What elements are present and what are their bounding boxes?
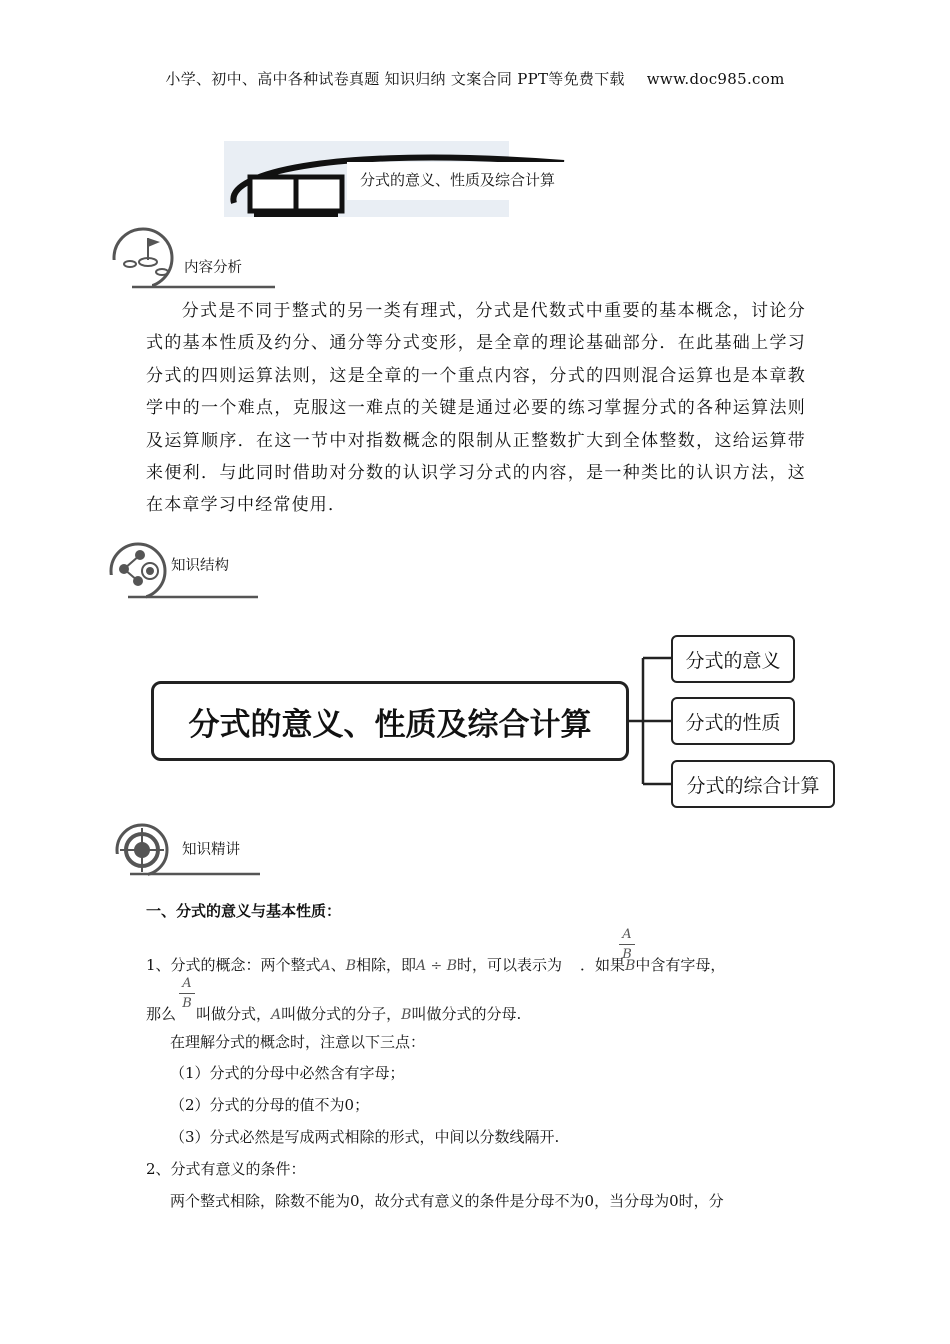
mindmap-child-property: 分式的性质	[671, 697, 795, 745]
condition-text: 两个整式相除，除数不能为0，故分式有意义的条件是分母不为0，当分母为0时，分	[170, 1192, 724, 1210]
point-1: （1）分式的分母中必然含有字母；	[170, 1064, 405, 1082]
fraction2-denominator: B	[182, 996, 192, 1011]
line2-text-b: 叫做分式，	[196, 1005, 272, 1023]
var-a: A	[320, 958, 331, 974]
section-label-analysis: 内容分析	[184, 260, 242, 276]
fraction-a-over-b	[619, 927, 635, 962]
fraction-a-over-b-2	[179, 976, 195, 1011]
concept-text-b: 相除，即	[355, 956, 416, 974]
point-2: （2）分式的分母的值不为0；	[170, 1096, 370, 1114]
mindmap-child-meaning: 分式的意义	[671, 635, 795, 683]
header-url[interactable]: www.doc985.com	[646, 70, 785, 88]
concept-text-c: 时，可以表示为	[457, 956, 563, 974]
line2-text-a: 那么	[146, 1005, 177, 1023]
concept-text-a: 1、分式的概念：两个整式	[146, 956, 321, 974]
concept-line-1	[146, 954, 725, 975]
mindmap-root: 分式的意义、性质及综合计算	[151, 681, 629, 761]
page-header	[0, 68, 950, 89]
line2-text-c: 叫做分式的分子，	[281, 1005, 402, 1023]
separator: 、	[330, 956, 346, 974]
var-b: B	[345, 958, 356, 974]
lecture-heading: 一、分式的意义与基本性质：	[146, 902, 342, 920]
analysis-text: 分式是不同于整式的另一类有理式，分式是代数式中重要的基本概念，讨论分式的基本性质及约分、通分等分式变形，是全章的理论基础部分．在此基础上学习分式的四则运算法则，这是全章的一个重点内容，分式的四则混合运算也是本章教学中的一个难点，克服这一难点的关键是通过必要的练习掌握分式的各种运算法则及运算顺序．在这一节中对指数概念的限制从正整数扩大到全体整数，这给运算带来便利．与此同时借助对分数的认识学习分式的内容，是一种类比的认识方法，这在本章学习中经常使用．	[146, 301, 806, 516]
fraction-denominator: B	[622, 947, 632, 962]
section-label-structure: 知识结构	[171, 558, 229, 574]
division-expression: A ÷ B	[416, 958, 458, 974]
line2-text-d: 叫做分式的分母.	[411, 1005, 522, 1023]
header-text: 小学、初中、高中各种试卷真题 知识归纳 文案合同 PPT等免费下载	[165, 70, 625, 88]
mindmap-child-calculation: 分式的综合计算	[671, 760, 835, 808]
point-3: （3）分式必然是写成两式相除的形式，中间以分数线隔开.	[170, 1128, 560, 1146]
fraction2-numerator: A	[182, 976, 192, 991]
var-a-numerator: A	[271, 1007, 282, 1023]
fraction-numerator: A	[622, 927, 632, 942]
condition-heading: 2、分式有意义的条件：	[146, 1160, 306, 1178]
concept-text-d: ．如果	[580, 956, 626, 974]
analysis-paragraph	[146, 295, 806, 522]
banner-title: 分式的意义、性质及综合计算	[360, 171, 556, 189]
var-b-denominator: B	[401, 1007, 412, 1023]
concept-note: 在理解分式的概念时，注意以下三点：	[170, 1033, 426, 1051]
var-b-2: B	[625, 958, 636, 974]
concept-line-2	[146, 1003, 521, 1024]
section-label-lecture: 知识精讲	[182, 842, 240, 858]
concept-text-e: 中含有字母，	[635, 956, 726, 974]
